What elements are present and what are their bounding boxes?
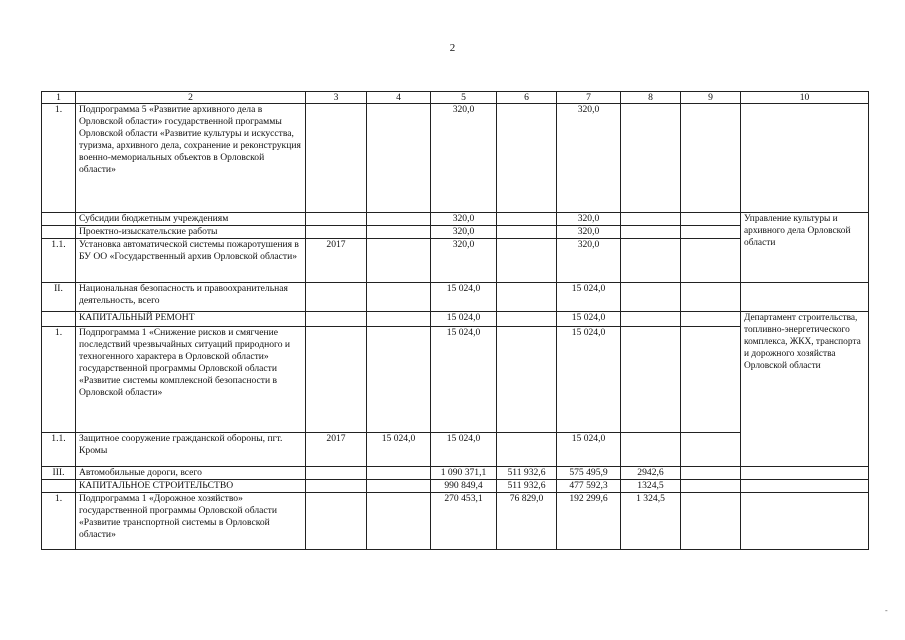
cell-year — [306, 493, 367, 550]
cell-responsible: Департамент строительства, топливно-энергетического комплекса, ЖКХ, транспорта и дорожного хозяйства Орловской области — [741, 312, 869, 467]
cell-value — [367, 327, 431, 433]
cell-value — [621, 312, 681, 327]
cell-value: 320,0 — [557, 213, 621, 226]
row-number: 1. — [42, 327, 76, 433]
cell-year — [306, 104, 367, 213]
cell-value — [367, 239, 431, 283]
table-row — [42, 480, 869, 493]
cell-year: 2017 — [306, 433, 367, 467]
row-number: 1.1. — [42, 433, 76, 467]
column-number: 9 — [681, 92, 741, 104]
cell-value: 15 024,0 — [431, 327, 497, 433]
column-number: 7 — [557, 92, 621, 104]
column-number: 3 — [306, 92, 367, 104]
cell-value — [497, 312, 557, 327]
cell-value — [497, 283, 557, 312]
cell-value — [681, 467, 741, 480]
cell-responsible — [741, 467, 869, 480]
row-number — [42, 226, 76, 239]
cell-value: 511 932,6 — [497, 467, 557, 480]
column-number: 2 — [76, 92, 306, 104]
table-row — [42, 312, 869, 327]
cell-responsible — [741, 283, 869, 312]
cell-year: 2017 — [306, 239, 367, 283]
cell-value: 511 932,6 — [497, 480, 557, 493]
cell-value: 2942,6 — [621, 467, 681, 480]
cell-value: 320,0 — [431, 104, 497, 213]
cell-value: 15 024,0 — [431, 312, 497, 327]
column-number: 8 — [621, 92, 681, 104]
cell-value: 320,0 — [431, 213, 497, 226]
cell-value — [681, 312, 741, 327]
row-number: 1. — [42, 104, 76, 213]
cell-value: 1 090 371,1 — [431, 467, 497, 480]
row-name: КАПИТАЛЬНОЕ СТРОИТЕЛЬСТВО — [76, 480, 306, 493]
cell-year — [306, 467, 367, 480]
cell-value: 477 592,3 — [557, 480, 621, 493]
cell-value — [497, 433, 557, 467]
cell-value: 15 024,0 — [557, 433, 621, 467]
column-number: 10 — [741, 92, 869, 104]
cell-year — [306, 226, 367, 239]
cell-value: 15 024,0 — [557, 312, 621, 327]
cell-year — [306, 480, 367, 493]
cell-value — [681, 433, 741, 467]
cell-value — [681, 239, 741, 283]
cell-value: 1324,5 — [621, 480, 681, 493]
cell-value: 15 024,0 — [431, 283, 497, 312]
cell-value: 320,0 — [431, 226, 497, 239]
cell-value: 320,0 — [431, 239, 497, 283]
row-number: 1. — [42, 493, 76, 550]
cell-value: 15 024,0 — [557, 283, 621, 312]
cell-value — [367, 213, 431, 226]
cell-value — [681, 480, 741, 493]
cell-value: 76 829,0 — [497, 493, 557, 550]
cell-value — [621, 327, 681, 433]
cell-value — [497, 327, 557, 433]
row-name: Подпрограмма 5 «Развитие архивного дела в Орловской области» государственной программы Орловской области «Развитие культуры и искусства, туризма, архивного дела, сохранение и реконструкция военно-мемориальных объектов в Орловской области» — [76, 104, 306, 213]
row-name: Проектно-изыскательские работы — [76, 226, 306, 239]
cell-value — [497, 239, 557, 283]
column-number: 6 — [497, 92, 557, 104]
cell-value: 320,0 — [557, 239, 621, 283]
cell-value: 1 324,5 — [621, 493, 681, 550]
page-number: 2 — [449, 42, 456, 54]
cell-value — [681, 283, 741, 312]
cell-responsible — [741, 104, 869, 213]
cell-value — [621, 226, 681, 239]
cell-value — [367, 312, 431, 327]
cell-value: 15 024,0 — [431, 433, 497, 467]
row-number: III. — [42, 467, 76, 480]
cell-value — [621, 239, 681, 283]
cell-value — [681, 493, 741, 550]
cell-value — [681, 226, 741, 239]
cell-value: 270 453,1 — [431, 493, 497, 550]
cell-value: 320,0 — [557, 226, 621, 239]
cell-year — [306, 312, 367, 327]
cell-value — [681, 327, 741, 433]
cell-value: 575 495,9 — [557, 467, 621, 480]
cell-value — [367, 226, 431, 239]
scan-mark: ‑ — [885, 606, 888, 615]
row-name: Подпрограмма 1 «Дорожное хозяйство» государственной программы Орловской области «Развитие транспортной системы в Орловской области» — [76, 493, 306, 550]
row-number — [42, 312, 76, 327]
cell-year — [306, 283, 367, 312]
cell-value — [497, 213, 557, 226]
cell-value — [621, 283, 681, 312]
cell-value: 320,0 — [557, 104, 621, 213]
cell-value — [497, 226, 557, 239]
table-row — [42, 493, 869, 550]
table-row — [42, 213, 869, 226]
column-number: 4 — [367, 92, 431, 104]
column-number-row — [42, 92, 869, 104]
cell-value — [367, 467, 431, 480]
column-number: 5 — [431, 92, 497, 104]
cell-value — [367, 493, 431, 550]
cell-responsible: Управление культуры и архивного дела Орловской области — [741, 213, 869, 283]
row-name: Субсидии бюджетным учреждениям — [76, 213, 306, 226]
table-row — [42, 104, 869, 213]
row-name: Национальная безопасность и правоохранительная деятельность, всего — [76, 283, 306, 312]
cell-value: 15 024,0 — [557, 327, 621, 433]
cell-value: 990 849,4 — [431, 480, 497, 493]
row-name: Установка автоматической системы пожаротушения в БУ ОО «Государственный архив Орловской области» — [76, 239, 306, 283]
cell-value: 192 299,6 — [557, 493, 621, 550]
cell-year — [306, 327, 367, 433]
cell-value — [367, 104, 431, 213]
cell-value — [681, 213, 741, 226]
column-number: 1 — [42, 92, 76, 104]
table-row — [42, 283, 869, 312]
row-name: Автомобильные дороги, всего — [76, 467, 306, 480]
cell-value — [621, 104, 681, 213]
row-number: II. — [42, 283, 76, 312]
cell-value: 15 024,0 — [367, 433, 431, 467]
cell-value — [367, 283, 431, 312]
row-number: 1.1. — [42, 239, 76, 283]
row-name: Защитное сооружение гражданской обороны, пгт. Кромы — [76, 433, 306, 467]
cell-value — [681, 104, 741, 213]
cell-value — [621, 213, 681, 226]
table-row — [42, 467, 869, 480]
cell-responsible — [741, 493, 869, 550]
row-name: Подпрограмма 1 «Снижение рисков и смягчение последствий чрезвычайных ситуаций природного и техногенного характера в Орловской области» государственной программы Орловской области «Развитие системы комплексной безопасности в Орловской области» — [76, 327, 306, 433]
cell-value — [367, 480, 431, 493]
budget-table — [41, 91, 869, 550]
row-number — [42, 213, 76, 226]
row-name: КАПИТАЛЬНЫЙ РЕМОНТ — [76, 312, 306, 327]
cell-responsible — [741, 480, 869, 493]
cell-value — [497, 104, 557, 213]
cell-year — [306, 213, 367, 226]
cell-value — [621, 433, 681, 467]
row-number — [42, 480, 76, 493]
